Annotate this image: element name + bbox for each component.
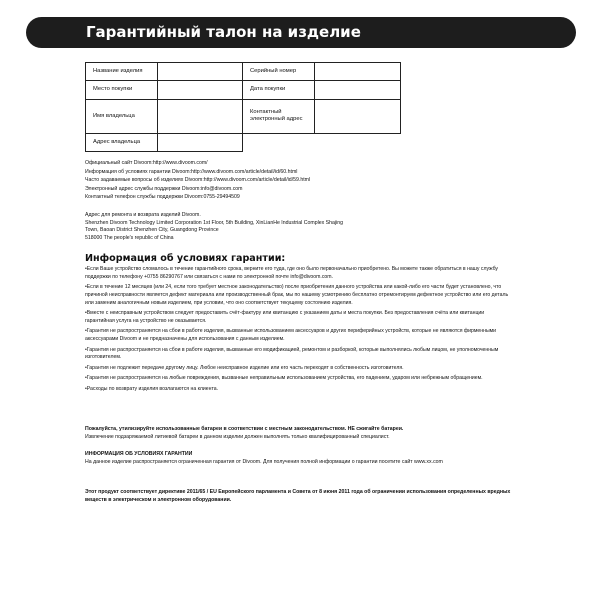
list-item: •Расходы по возврату изделия возлагаются на клиента. xyxy=(85,385,219,392)
serial-number-label: Серийный номер xyxy=(243,63,315,81)
address-line: Адрес для ремонта и возврата изделий Divoom. xyxy=(85,212,201,218)
serial-number-field[interactable] xyxy=(315,63,401,81)
owner-name-field[interactable] xyxy=(158,99,243,133)
email-label: Контактный электронный адрес xyxy=(243,99,315,133)
return-address xyxy=(85,212,343,242)
address-line: Shenzhen Divoom Technology Limited Corporation 1st Floor, 5th Building, XinLianHe Industrial Complex Shajing xyxy=(85,219,343,226)
battery-warning xyxy=(85,426,515,441)
compliance-statement: Этот продукт соответствует директиве 2011/65 / EU Европейского парламента и Совета от 8 июня 2011 года об ограничении использования определенных вредных веществ в электрическом и электронном оборудовании. xyxy=(85,489,511,503)
form-row xyxy=(86,81,401,99)
email-field[interactable] xyxy=(315,99,401,133)
warranty-section-title: Информация об условиях гарантии: xyxy=(85,253,286,264)
list-item: •Гарантия не распространяется на сбои в работе изделия, вызванные его модификацией, ремонтом и разборкой, которые выполнялись любым лицом, не уполномоченным изготовителем. xyxy=(85,346,499,361)
list-item: •Если в течение 12 месяцев (или 24, если того требует местное законодательство) после приобретения данного устройства или какой-либо его части будет установлено, что причиной неисправности является дефект материала или производственный брак, мы по нашему усмотрению бесплатно отремонтируем дефектное устройство или его деталь или заменим аналогичным новым изделием, при условии, что оно соответствует текущему состоянию изделия. xyxy=(85,284,509,306)
product-name-label: Название изделия xyxy=(86,63,158,81)
battery-warning-text: Извлечение подзаряжаемой литиевой батареи в данном изделии должен выполнять только квалифицированный специалист. xyxy=(85,433,390,440)
header-bar xyxy=(26,17,576,48)
page-title: Гарантийный талон на изделие xyxy=(86,23,361,41)
list-item: •Если Ваше устройство сломалось в течение гарантийного срока, верните его туда, где оно было первоначально приобретено. Вы можете также обратиться в нашу службу поддержки по телефону +0755 86290767 или связаться с нами по электронной почте info@divoom.com. xyxy=(85,266,498,280)
list-item: •Вместе с неисправным устройством следует предоставить счёт-фактуру или квитанцию с указанием даты и места покупки. Без предоставления счёта или квитанции гарантийная услуга на устройство не оказывается. xyxy=(85,310,485,324)
owner-address-label: Адрес владельца xyxy=(86,133,158,151)
info-line: Часто задаваемые вопросы об изделиях Divoom:http://www.divoom.com/article/detail/id/59.html xyxy=(85,177,311,184)
battery-warning-bold: Пожалуйста, утилизируйте использованные батареи в соответствии с местным законодательством. НЕ сжигайте батареи. xyxy=(85,426,404,432)
limited-warranty-title: ИНФОРМАЦИЯ ОБ УСЛОВИЯХ ГАРАНТИИ xyxy=(85,451,193,457)
info-line: Официальный сайт Divoom:http://www.divoom.com/ xyxy=(85,160,208,166)
list-item: •Гарантия не распространяется на любые повреждения, вызванные неправильным использованием устройства, его падением, ударом или небрежным обращением. xyxy=(85,375,483,382)
contact-info xyxy=(85,159,310,202)
warranty-terms-list xyxy=(85,266,515,396)
info-line: Электронный адрес службы поддержки Divoom:info@divoom.com xyxy=(85,185,243,192)
form-row xyxy=(86,63,401,81)
purchase-place-field[interactable] xyxy=(158,81,243,99)
limited-warranty xyxy=(85,451,515,466)
owner-name-label: Имя владельца xyxy=(86,99,158,133)
address-line: Town, Baoan District Shenzhen City, Guangdong Province xyxy=(85,227,219,234)
purchase-place-label: Место покупки xyxy=(86,81,158,99)
limited-warranty-text: На данное изделие распространяется ограниченная гарантия от Divoom. Для получения полной информации о гарантии посетите сайт www.xx.com xyxy=(85,458,443,465)
list-item: •Гарантия не распространяется на сбои в работе изделия, вызванные использованием аксессуаров и других периферийных устройств, которые не являются фирменными аксессуарами Divoom и не предназначены для использования с данным изделием. xyxy=(85,328,497,343)
form-row xyxy=(86,133,401,151)
purchase-date-label: Дата покупки xyxy=(243,81,315,99)
empty-cell xyxy=(315,133,401,151)
empty-cell xyxy=(243,133,315,151)
info-line: Информация об условиях гарантии Divoom:http://www.divoom.com/article/detail/id/60.html xyxy=(85,168,298,175)
owner-address-field[interactable] xyxy=(158,133,243,151)
purchase-date-field[interactable] xyxy=(315,81,401,99)
product-name-field[interactable] xyxy=(158,63,243,81)
warranty-form-table xyxy=(85,62,401,152)
form-row xyxy=(86,99,401,133)
info-line: Контактный телефон службы поддержки Divoom:0755-29494509 xyxy=(85,194,240,201)
address-line: 518000 The people's republic of China xyxy=(85,234,174,241)
list-item: •Гарантия не подлежит передаче другому лицу. Любое неисправное изделие или его часть переходят в собственность изготовителя. xyxy=(85,364,404,371)
